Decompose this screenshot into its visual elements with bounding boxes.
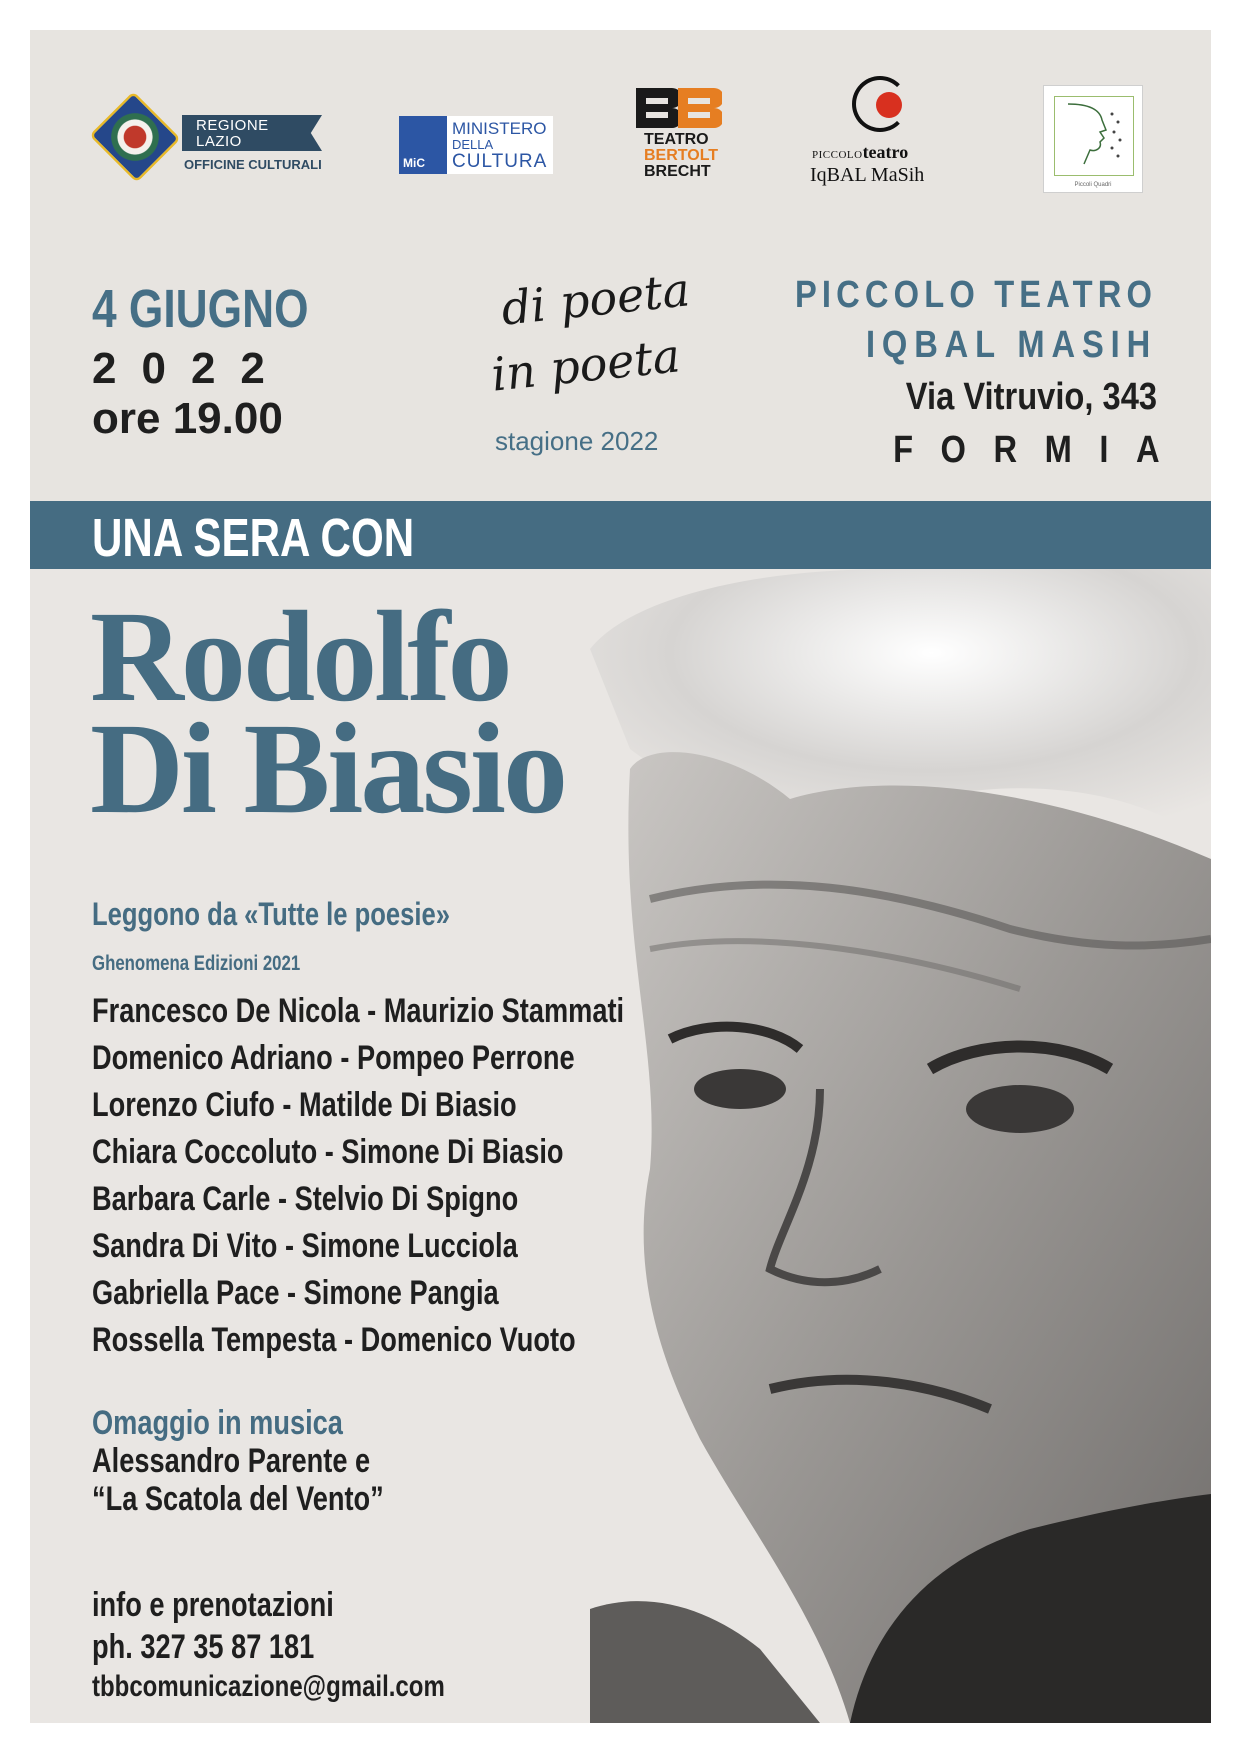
music-heading: Omaggio in musica: [92, 1404, 343, 1442]
mic-line1: MINISTERO: [452, 119, 547, 138]
event-day: 4 GIUGNO: [92, 279, 309, 339]
poet-first-name: Rodolfo: [90, 585, 510, 729]
list-item: Rossella Tempesta - Domenico Vuoto: [92, 1321, 576, 1359]
season-label: stagione 2022: [495, 426, 659, 456]
season-script-line2: in poeta: [488, 328, 683, 402]
band-text: UNA SERA CON: [92, 508, 415, 568]
list-item: Chiara Coccoluto - Simone Di Biasio: [92, 1133, 564, 1171]
list-item: Sandra Di Vito - Simone Lucciola: [92, 1227, 518, 1265]
lazio-logo-line3: OFFICINE CULTURALI: [184, 157, 322, 172]
mic-line2: DELLA: [452, 137, 494, 152]
event-time: ore 19.00: [92, 394, 283, 443]
list-item: Gabriella Pace - Simone Pangia: [92, 1274, 499, 1312]
brecht-line2: BERTOLT: [644, 147, 719, 164]
mic-line3: CULTURA: [452, 151, 548, 172]
lazio-logo-line1: REGIONE: [196, 117, 269, 134]
info-phone: ph. 327 35 87 181: [92, 1628, 315, 1666]
list-item: Barbara Carle - Stelvio Di Spigno: [92, 1180, 519, 1218]
piccolo-word: teatro: [862, 142, 909, 162]
venue-line2: IQBAL MASIH: [865, 324, 1157, 366]
ministero-cultura-logo: [399, 116, 553, 174]
venue-line1: PICCOLO TEATRO: [794, 274, 1157, 316]
bb-mark-icon: [632, 84, 722, 132]
event-year: 2022: [92, 344, 290, 393]
readers-list: [92, 988, 757, 1364]
mic-emblem-icon: [399, 116, 447, 174]
piccolo-teatro-logo: [806, 76, 956, 192]
face-profile-icon: [1060, 100, 1128, 170]
list-item: Lorenzo Ciufo - Matilde Di Biasio: [92, 1086, 517, 1124]
face-profile-logo: [1043, 85, 1143, 193]
venue-city: FORMIA: [892, 429, 1187, 471]
season-logo: [485, 258, 725, 458]
face-logo-caption: Piccoli Quadri: [1074, 182, 1112, 188]
poet-last-name: Di Biasio: [90, 697, 566, 841]
poster: [30, 30, 1211, 1723]
list-item: Francesco De Nicola - Maurizio Stammati: [92, 992, 625, 1030]
list-item: Domenico Adriano - Pompeo Perrone: [92, 1039, 575, 1077]
piccolo-line2: IqBAL MaSih: [810, 164, 925, 186]
music-line1: Alessandro Parente e: [92, 1442, 371, 1480]
mic-badge: MiC: [403, 156, 425, 170]
brecht-line1: TEATRO: [644, 131, 709, 148]
publisher: Ghenomena Edizioni 2021: [92, 952, 301, 975]
lazio-logo-line2: LAZIO: [196, 133, 242, 150]
piccolo-small: PICCOLO: [812, 149, 863, 161]
music-line2: “La Scatola del Vento”: [92, 1480, 384, 1518]
season-script-line1: di poeta: [498, 262, 693, 336]
info-email: tbbcomunicazione@gmail.com: [92, 1670, 445, 1703]
teatro-brecht-logo: [630, 84, 726, 194]
lazio-emblem-icon: [89, 91, 181, 183]
venue-address: Via Vitruvio, 343: [905, 376, 1157, 418]
readings-heading: Leggono da «Tutte le poesie»: [92, 896, 450, 932]
brecht-line3: BRECHT: [644, 163, 711, 180]
piccolo-dot-icon: [876, 92, 902, 118]
piccolo-line1: [812, 142, 908, 163]
regione-lazio-logo: [92, 95, 332, 185]
venue: [736, 270, 1187, 476]
title-band: [30, 501, 1211, 569]
info-heading: info e prenotazioni: [92, 1586, 334, 1624]
